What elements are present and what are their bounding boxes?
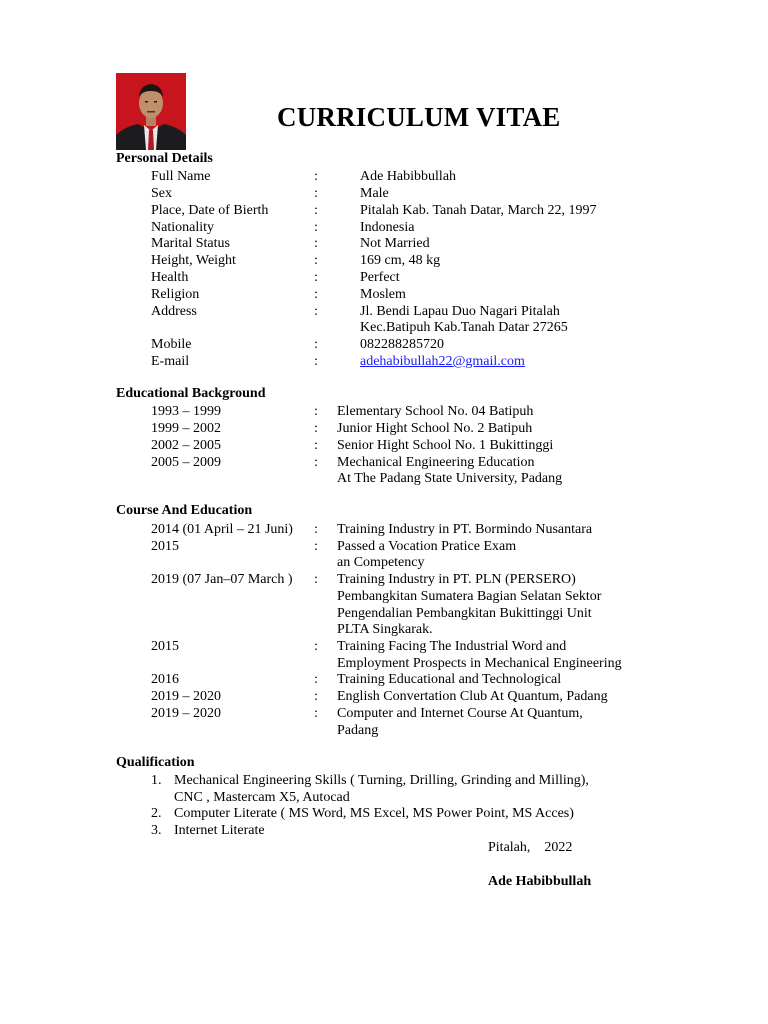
row-value: Pembangkitan Sumatera Bagian Selatan Sektor	[337, 589, 602, 604]
course-row	[0, 571, 768, 588]
row-label: 2015	[151, 639, 179, 654]
course-row	[0, 671, 768, 688]
personal-row	[0, 252, 768, 269]
row-value: Indonesia	[360, 220, 415, 235]
education-row	[0, 403, 768, 420]
personal-row	[0, 353, 768, 370]
course-row	[0, 638, 768, 655]
row-label: Marital Status	[151, 236, 230, 251]
signature-place-date: Pitalah, 2022	[488, 840, 573, 855]
course-heading: Course And Education	[116, 503, 253, 518]
row-colon: :	[314, 253, 318, 268]
row-colon: :	[314, 354, 318, 369]
row-value: Ade Habibbullah	[360, 169, 457, 184]
email-link[interactable]: adehabibullah22@gmail.com	[360, 354, 525, 369]
row-value: Not Married	[360, 236, 430, 251]
personal-row-continuation	[0, 319, 768, 336]
item-text: Internet Literate	[174, 823, 265, 838]
row-label: Height, Weight	[151, 253, 236, 268]
row-colon: :	[314, 522, 318, 537]
education-heading: Educational Background	[116, 386, 266, 401]
row-colon: :	[314, 236, 318, 251]
personal-row	[0, 219, 768, 236]
row-value: At The Padang State University, Padang	[337, 471, 563, 486]
row-label: Address	[151, 304, 197, 319]
row-value: Jl. Bendi Lapau Duo Nagari Pitalah	[360, 304, 560, 319]
row-value: Pitalah Kab. Tanah Datar, March 22, 1997	[360, 203, 597, 218]
course-row	[0, 538, 768, 555]
row-colon: :	[314, 438, 318, 453]
profile-photo	[116, 73, 186, 150]
personal-row	[0, 286, 768, 303]
course-row	[0, 705, 768, 722]
course-row-continuation	[0, 722, 768, 739]
row-label: 2005 – 2009	[151, 455, 221, 470]
row-value: Employment Prospects in Mechanical Engineering	[337, 656, 622, 671]
row-colon: :	[314, 539, 318, 554]
item-number: 1.	[151, 773, 162, 788]
item-number: 3.	[151, 823, 162, 838]
row-colon: :	[314, 169, 318, 184]
row-value: 169 cm, 48 kg	[360, 253, 441, 268]
row-colon: :	[314, 672, 318, 687]
row-label: 2019 – 2020	[151, 706, 221, 721]
item-number: 2.	[151, 806, 162, 821]
item-text: CNC , Mastercam X5, Autocad	[174, 790, 350, 805]
personal-row	[0, 235, 768, 252]
personal-row	[0, 185, 768, 202]
row-label: 1993 – 1999	[151, 404, 221, 419]
personal-row	[0, 336, 768, 353]
row-colon: :	[314, 706, 318, 721]
row-value: English Convertation Club At Quantum, Padang	[337, 689, 608, 704]
row-value: Mechanical Engineering Education	[337, 455, 535, 470]
row-label: 2014 (01 April – 21 Juni)	[151, 522, 293, 537]
personal-details-heading: Personal Details	[116, 151, 213, 166]
row-value: Passed a Vocation Pratice Exam	[337, 539, 517, 554]
qualification-item	[0, 822, 768, 839]
course-row-continuation	[0, 554, 768, 571]
signature-name: Ade Habibbullah	[488, 874, 592, 889]
row-colon: :	[314, 186, 318, 201]
education-row	[0, 420, 768, 437]
education-row	[0, 454, 768, 471]
qualification-item-continuation	[0, 789, 768, 806]
row-label: Mobile	[151, 337, 192, 352]
personal-row	[0, 202, 768, 219]
qualification-item	[0, 772, 768, 789]
row-label: Health	[151, 270, 189, 285]
row-label: 2015	[151, 539, 179, 554]
row-colon: :	[314, 421, 318, 436]
row-value: an Competency	[337, 555, 425, 570]
item-text: Mechanical Engineering Skills ( Turning, Drilling, Grinding and Milling),	[174, 773, 589, 788]
course-row	[0, 688, 768, 705]
row-value: Training Facing The Industrial Word and	[337, 639, 567, 654]
row-value: Elementary School No. 04 Batipuh	[337, 404, 534, 419]
qualification-heading: Qualification	[116, 755, 195, 770]
personal-row	[0, 303, 768, 320]
row-value: Male	[360, 186, 389, 201]
row-value: 082288285720	[360, 337, 444, 352]
row-label: 1999 – 2002	[151, 421, 221, 436]
row-colon: :	[314, 689, 318, 704]
course-row-continuation	[0, 621, 768, 638]
row-value: Perfect	[360, 270, 400, 285]
course-row	[0, 521, 768, 538]
personal-row	[0, 269, 768, 286]
row-value: Training Industry in PT. PLN (PERSERO)	[337, 572, 576, 587]
row-value: Junior Hight School No. 2 Batipuh	[337, 421, 533, 436]
row-value: Moslem	[360, 287, 406, 302]
row-label: E-mail	[151, 354, 190, 369]
qualification-item	[0, 805, 768, 822]
row-value: Computer and Internet Course At Quantum,	[337, 706, 583, 721]
row-colon: :	[314, 572, 318, 587]
row-label: Nationality	[151, 220, 214, 235]
row-label: 2016	[151, 672, 179, 687]
course-row-continuation	[0, 588, 768, 605]
row-colon: :	[314, 455, 318, 470]
row-label: Place, Date of Bierth	[151, 203, 269, 218]
row-value: Training Educational and Technological	[337, 672, 562, 687]
row-value: Pengendalian Pembangkitan Bukittinggi Unit	[337, 606, 592, 621]
row-label: Sex	[151, 186, 172, 201]
row-colon: :	[314, 304, 318, 319]
personal-row	[0, 168, 768, 185]
row-colon: :	[314, 337, 318, 352]
row-label: 2019 – 2020	[151, 689, 221, 704]
row-label: Religion	[151, 287, 200, 302]
row-colon: :	[314, 220, 318, 235]
page-title: CURRICULUM VITAE	[277, 102, 561, 132]
education-row	[0, 437, 768, 454]
row-colon: :	[314, 203, 318, 218]
row-colon: :	[314, 639, 318, 654]
row-value: Kec.Batipuh Kab.Tanah Datar 27265	[360, 320, 568, 335]
row-label: 2002 – 2005	[151, 438, 221, 453]
row-colon: :	[314, 287, 318, 302]
row-colon: :	[314, 404, 318, 419]
item-text: Computer Literate ( MS Word, MS Excel, MS Power Point, MS Acces)	[174, 806, 574, 821]
row-value: Senior Hight School No. 1 Bukittinggi	[337, 438, 554, 453]
row-label: Full Name	[151, 169, 211, 184]
row-label: 2019 (07 Jan–07 March )	[151, 572, 293, 587]
course-row-continuation	[0, 655, 768, 672]
education-row-continuation	[0, 470, 768, 487]
course-row-continuation	[0, 605, 768, 622]
row-value: Training Industry in PT. Bormindo Nusantara	[337, 522, 593, 537]
row-value: Padang	[337, 723, 379, 738]
row-colon: :	[314, 270, 318, 285]
row-value: PLTA Singkarak.	[337, 622, 433, 637]
